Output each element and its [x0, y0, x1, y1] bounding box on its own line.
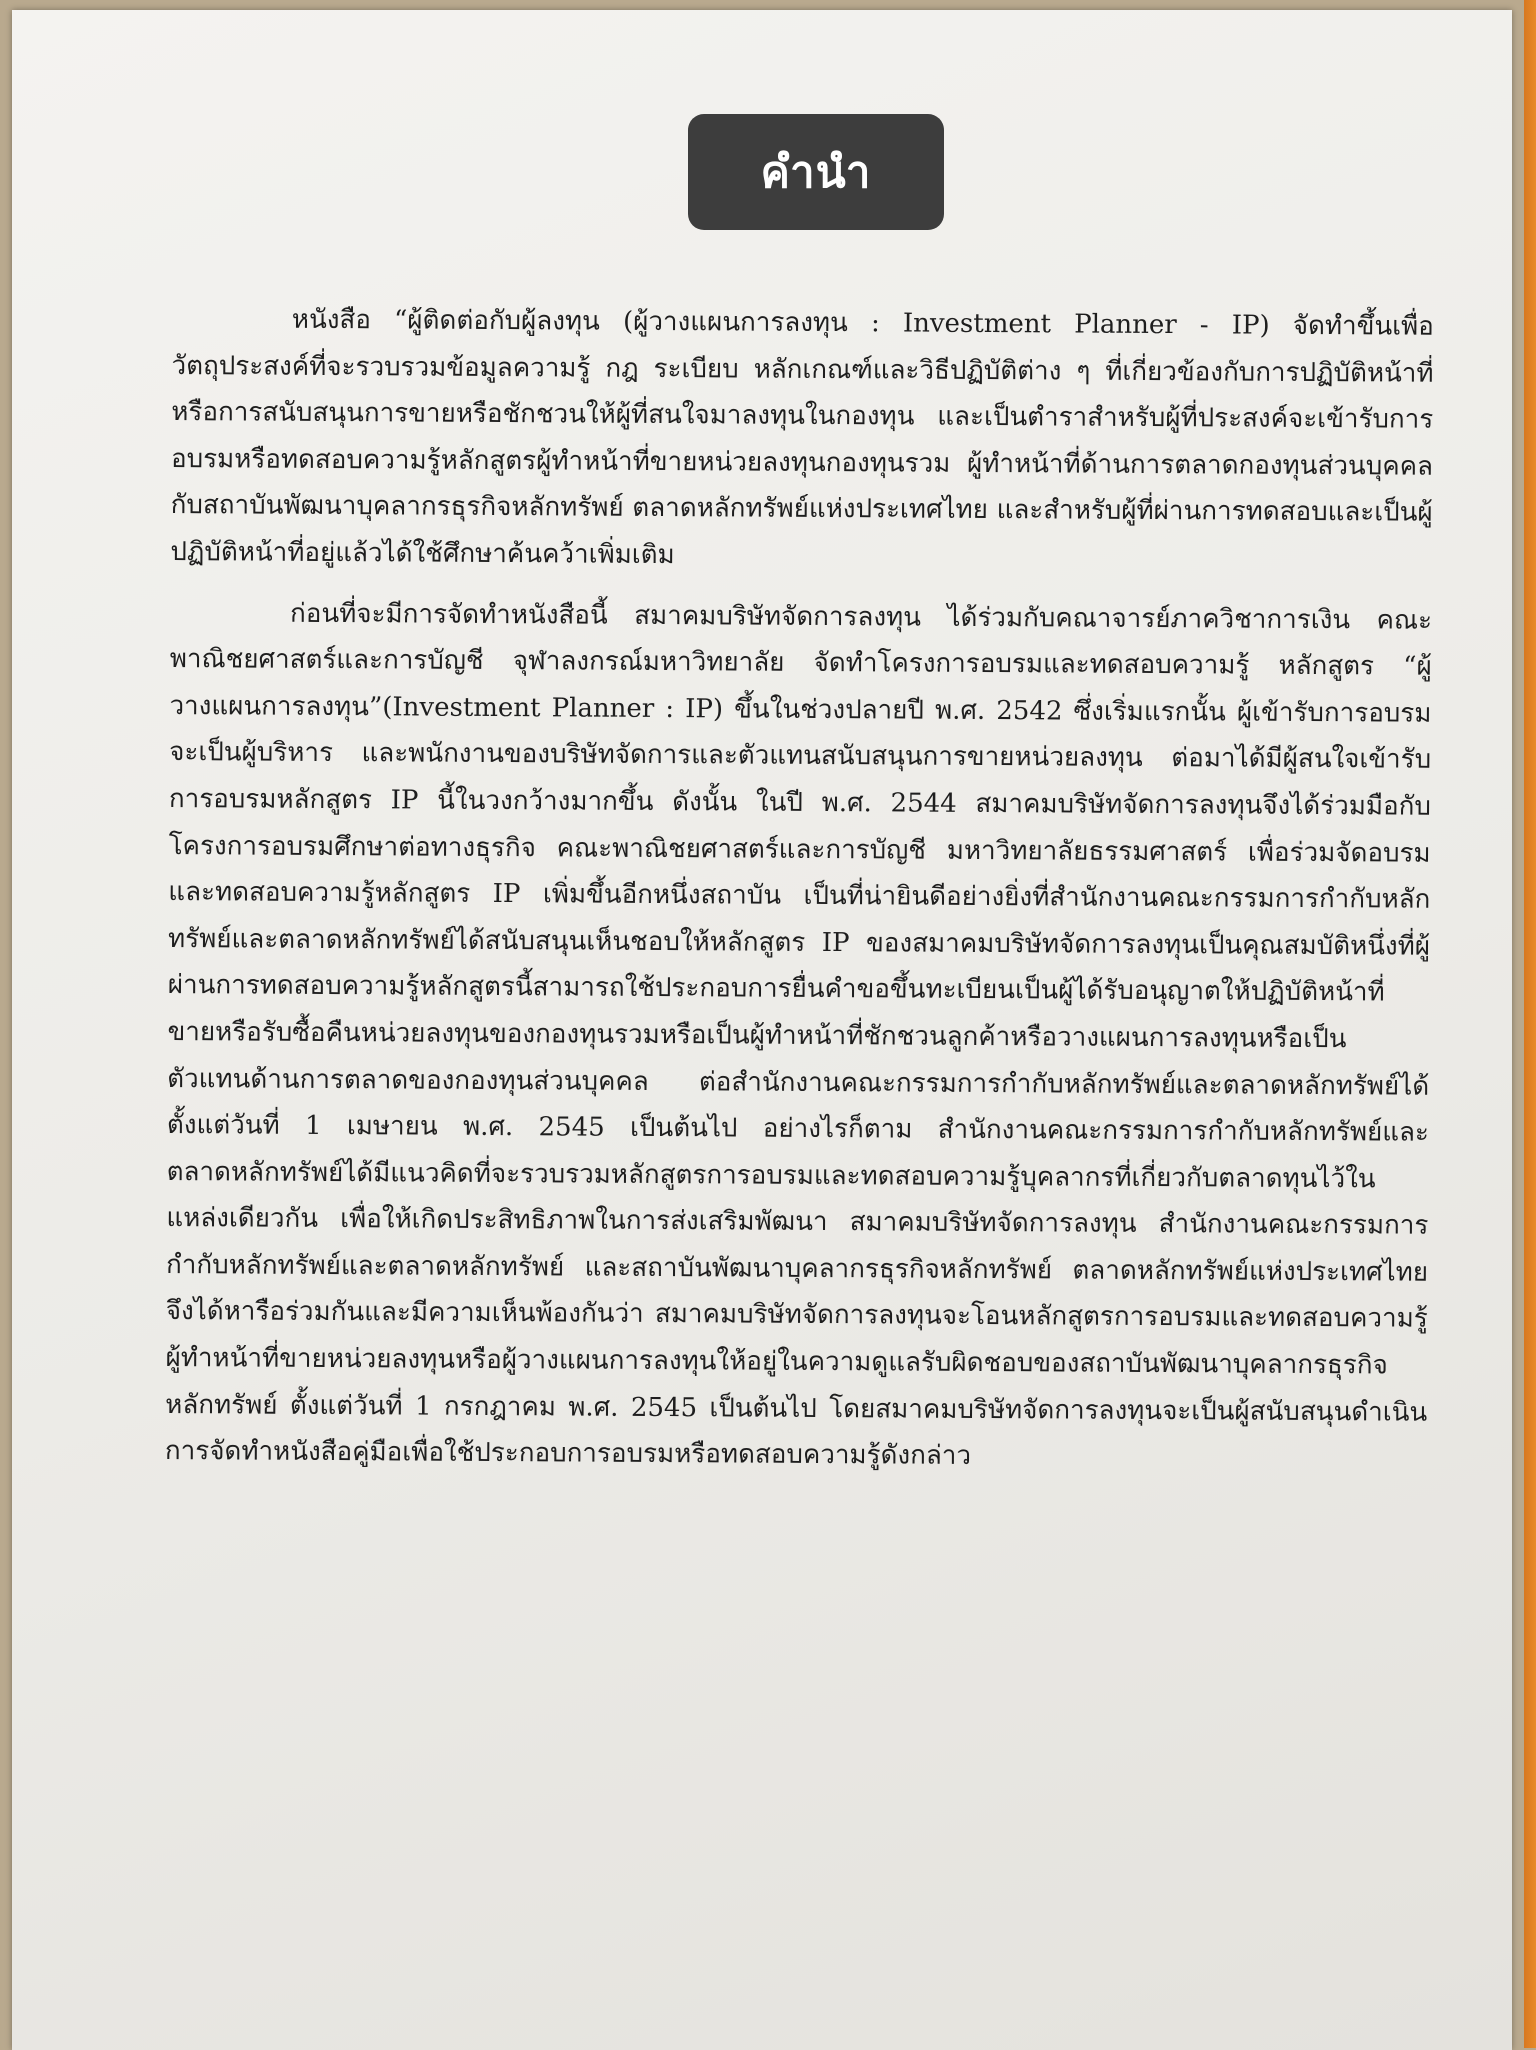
book-cover-edge — [1524, 0, 1536, 2048]
paragraph-2: ก่อนที่จะมีการจัดทำหนังสือนี้ สมาคมบริษัทจัดการลงทุน ได้ร่วมกับคณาจารย์ภาควิชาการเงิน คณะพาณิชยศาสตร์และการบัญชี จุฬาลงกรณ์มหาวิทยาลัย จัดทำโครงการอบรมและทดสอบความรู้ หลักสูตร “ผู้วางแผนการลงทุน”(Investment Planner : IP) ขึ้นในช่วงปลายปี พ.ศ. 2542 ซึ่งเริ่มแรกนั้น ผู้เข้ารับการอบรมจะเป็นผู้บริหาร และพนักงานของบริษัทจัดการและตัวแทนสนับสนุนการขายหน่วยลงทุน ต่อมาได้มีผู้สนใจเข้ารับการอบรมหลักสูตร IP นี้ในวงกว้างมากขึ้น ดังนั้น ในปี พ.ศ. 2544 สมาคมบริษัทจัดการลงทุนจึงได้ร่วมมือกับโครงการอบรมศึกษาต่อทางธุรกิจ คณะพาณิชยศาสตร์และการบัญชี มหาวิทยาลัยธรรมศาสตร์ เพื่อร่วมจัดอบรมและทดสอบความรู้หลักสูตร IP เพิ่มขึ้นอีกหนึ่งสถาบัน เป็นที่น่ายินดีอย่างยิ่งที่สำนักงานคณะกรรมการกำกับหลักทรัพย์และตลาดหลักทรัพย์ได้สนับสนุนเห็นชอบให้หลักสูตร IP ของสมาคมบริษัทจัดการลงทุนเป็นคุณสมบัติหนึ่งที่ผู้ผ่านการทดสอบความรู้หลักสูตรนี้สามารถใช้ประกอบการยื่นคำขอขึ้นทะเบียนเป็นผู้ได้รับอนุญาตให้ปฏิบัติหน้าที่ขายหรือรับซื้อคืนหน่วยลงทุนของกองทุนรวมหรือเป็นผู้ทำหน้าที่ชักชวนลูกค้าหรือวางแผนการลงทุนหรือเป็นตัวแทนด้านการตลาดของกองทุนส่วนบุคคล ต่อสำนักงานคณะกรรมการกำกับหลักทรัพย์และตลาดหลักทรัพย์ได้ตั้งแต่วันที่ 1 เมษายน พ.ศ. 2545 เป็นต้นไป อย่างไรก็ตาม สำนักงานคณะกรรมการกำกับหลักทรัพย์และตลาดหลักทรัพย์ได้มีแนวคิดที่จะรวบรวมหลักสูตรการอบรมและทดสอบความรู้บุคลากรที่เกี่ยวกับตลาดทุนไว้ในแหล่งเดียวกัน เพื่อให้เกิดประสิทธิภาพในการส่งเสริมพัฒนา สมาคมบริษัทจัดการลงทุน สำนักงานคณะกรรมการกำกับหลักทรัพย์และตลาดหลักทรัพย์ และสถาบันพัฒนาบุคลากรธุรกิจหลักทรัพย์ ตลาดหลักทรัพย์แห่งประเทศไทย จึงได้หารือร่วมกันและมีความเห็นพ้องกันว่า สมาคมบริษัทจัดการลงทุนจะโอนหลักสูตรการอบรมและทดสอบความรู้ผู้ทำหน้าที่ขายหน่วยลงทุนหรือผู้วางแผนการลงทุนให้อยู่ในความดูแลรับผิดชอบของสถาบันพัฒนาบุคลากรธุรกิจหลักทรัพย์ ตั้งแต่วันที่ 1 กรกฎาคม พ.ศ. 2545 เป็นต้นไป โดยสมาคมบริษัทจัดการลงทุนจะเป็นผู้สนับสนุนดำเนินการจัดทำหนังสือคู่มือเพื่อใช้ประกอบการอบรมหรือทดสอบความรู้ดังกล่าว — [164, 598, 1433, 1472]
body-text — [165, 296, 1434, 1483]
paragraph-1: หนังสือ “ผู้ติดต่อกับผู้ลงทุน (ผู้วางแผนการลงทุน : Investment Planner - IP) จัดทำขึ้นเพื่อวัตถุประสงค์ที่จะรวบรวมข้อมูลความรู้ กฎ ระเบียบ หลักเกณฑ์และวิธีปฏิบัติต่าง ๆ ที่เกี่ยวข้องกับการปฏิบัติหน้าที่ หรือการสนับสนุนการขายหรือชักชวนให้ผู้ที่สนใจมาลงทุนในกองทุน และเป็นตำราสำหรับผู้ที่ประสงค์จะเข้ารับการอบรมหรือทดสอบความรู้หลักสูตรผู้ทำหน้าที่ขายหน่วยลงทุนกองทุนรวม ผู้ทำหน้าที่ด้านการตลาดกองทุนส่วนบุคคลกับสถาบันพัฒนาบุคลากรธุรกิจหลักทรัพย์ ตลาดหลักทรัพย์แห่งประเทศไทย และสำหรับผู้ที่ผ่านการทดสอบและเป็นผู้ปฏิบัติหน้าที่อยู่แล้วได้ใช้ศึกษาค้นคว้าเพิ่มเติม — [170, 304, 1434, 571]
title-banner — [688, 114, 944, 230]
page-title: คำนำ — [760, 147, 872, 198]
